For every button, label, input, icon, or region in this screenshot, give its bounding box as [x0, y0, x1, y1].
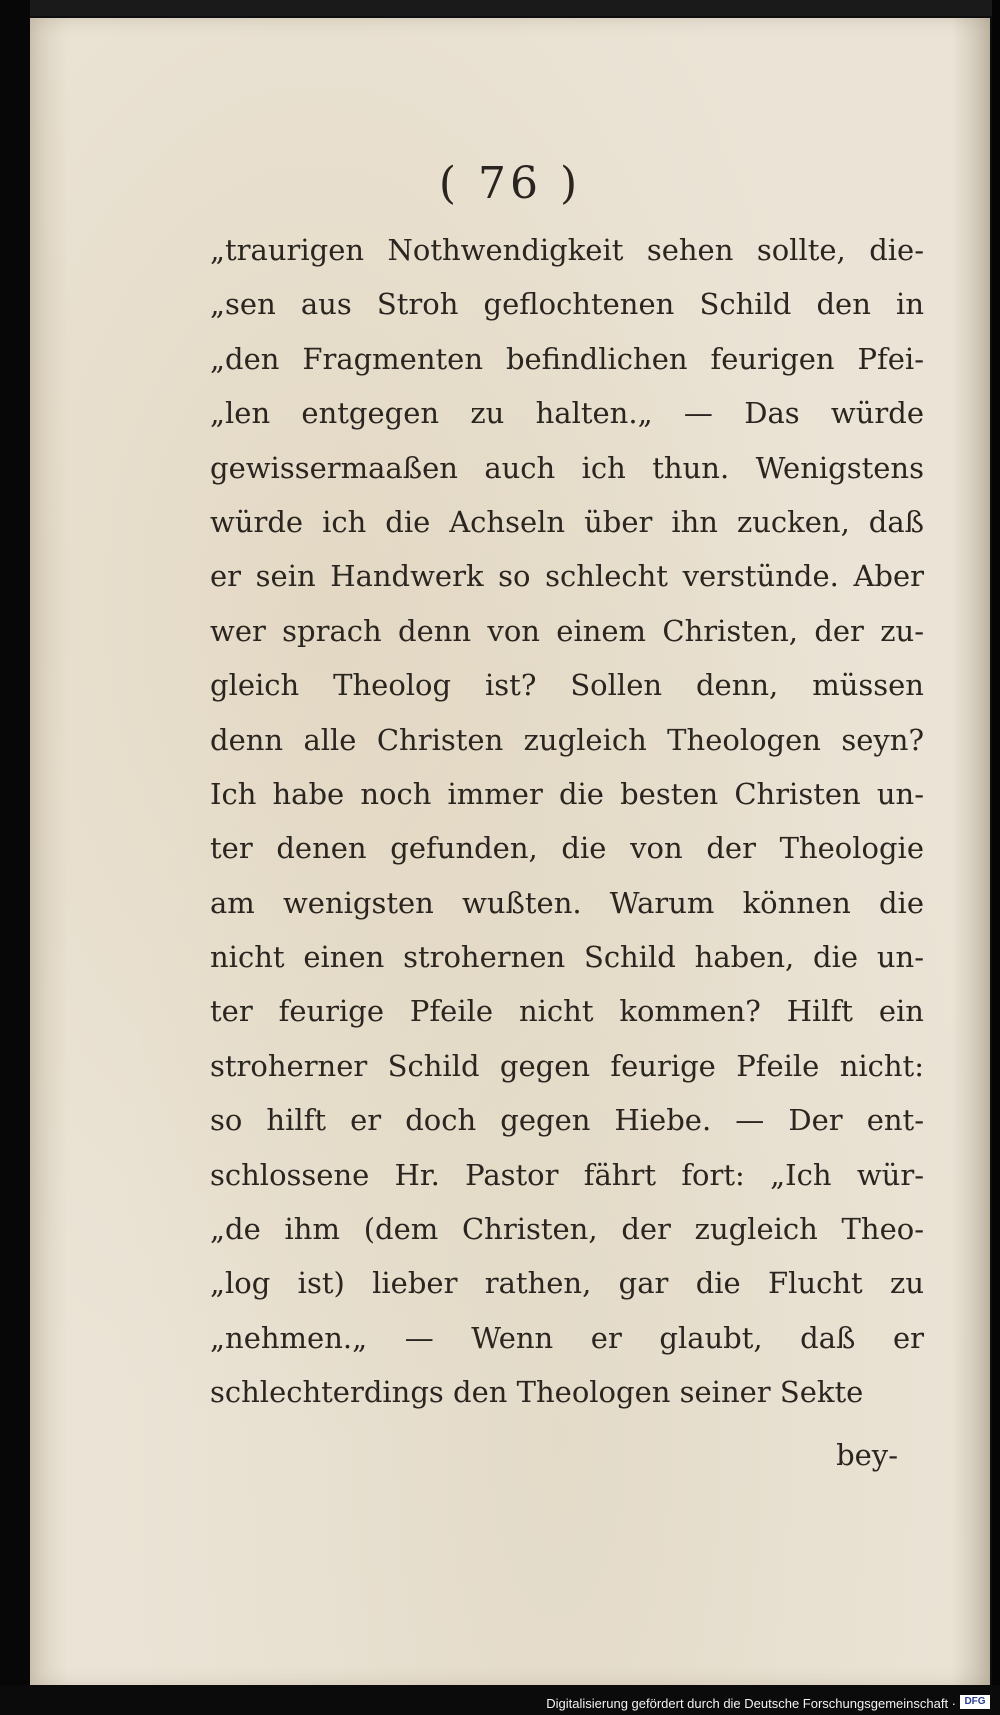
text-line: „log ist) lieber rathen, gar die Flucht zu — [210, 1266, 924, 1301]
body-text — [210, 223, 924, 1420]
catchword: bey- — [836, 1438, 898, 1472]
text-line: gewissermaaßen auch ich thun. Wenigstens — [210, 450, 924, 485]
text-line: gleich Theolog ist? Sollen denn, müssen — [210, 668, 924, 703]
scan-frame-right — [992, 0, 1000, 1715]
funding-credit: Digitalisierung gefördert durch die Deutsche Forschungsgemeinschaft · — [546, 1696, 956, 1711]
text-line: schlossene Hr. Pastor fährt fort: „Ich wür- — [210, 1157, 924, 1192]
text-line: ter denen gefunden, die von der Theologie — [210, 831, 924, 866]
text-line: „len entgegen zu halten.„ — Das würde — [210, 396, 924, 431]
text-line: wer sprach denn von einem Christen, der zu- — [210, 613, 924, 648]
page-number: ( 76 ) — [438, 158, 582, 209]
scan-frame-top — [0, 0, 1000, 16]
text-line: „de ihm (dem Christen, der zugleich Theo- — [210, 1212, 924, 1247]
text-line: er sein Handwerk so schlecht verstünde. Aber — [210, 559, 924, 594]
text-line: „den Fragmenten befindlichen feurigen Pfei- — [210, 341, 924, 376]
text-line: Ich habe noch immer die besten Christen un- — [210, 776, 924, 811]
text-line: nicht einen strohernen Schild haben, die un- — [210, 940, 924, 975]
text-line: ter feurige Pfeile nicht kommen? Hilft ein — [210, 994, 924, 1029]
text-line: „nehmen.„ — Wenn er glaubt, daß er — [210, 1320, 924, 1355]
text-line: schlechterdings den Theologen seiner Sekte — [210, 1375, 864, 1410]
scan-frame-left — [0, 0, 30, 1715]
footer-bar — [0, 1685, 1000, 1715]
dfg-logo-icon: DFG — [960, 1695, 990, 1709]
text-line: so hilft er doch gegen Hiebe. — Der ent- — [210, 1103, 924, 1138]
book-page — [30, 18, 990, 1686]
text-line: am wenigsten wußten. Warum können die — [210, 885, 924, 920]
text-line: „sen aus Stroh geflochtenen Schild den in — [210, 287, 924, 322]
text-line: würde ich die Achseln über ihn zucken, daß — [210, 504, 924, 539]
text-line: stroherner Schild gegen feurige Pfeile nicht: — [210, 1048, 924, 1083]
text-line: denn alle Christen zugleich Theologen seyn? — [210, 722, 924, 757]
text-line: „traurigen Nothwendigkeit sehen sollte, die- — [210, 233, 924, 267]
